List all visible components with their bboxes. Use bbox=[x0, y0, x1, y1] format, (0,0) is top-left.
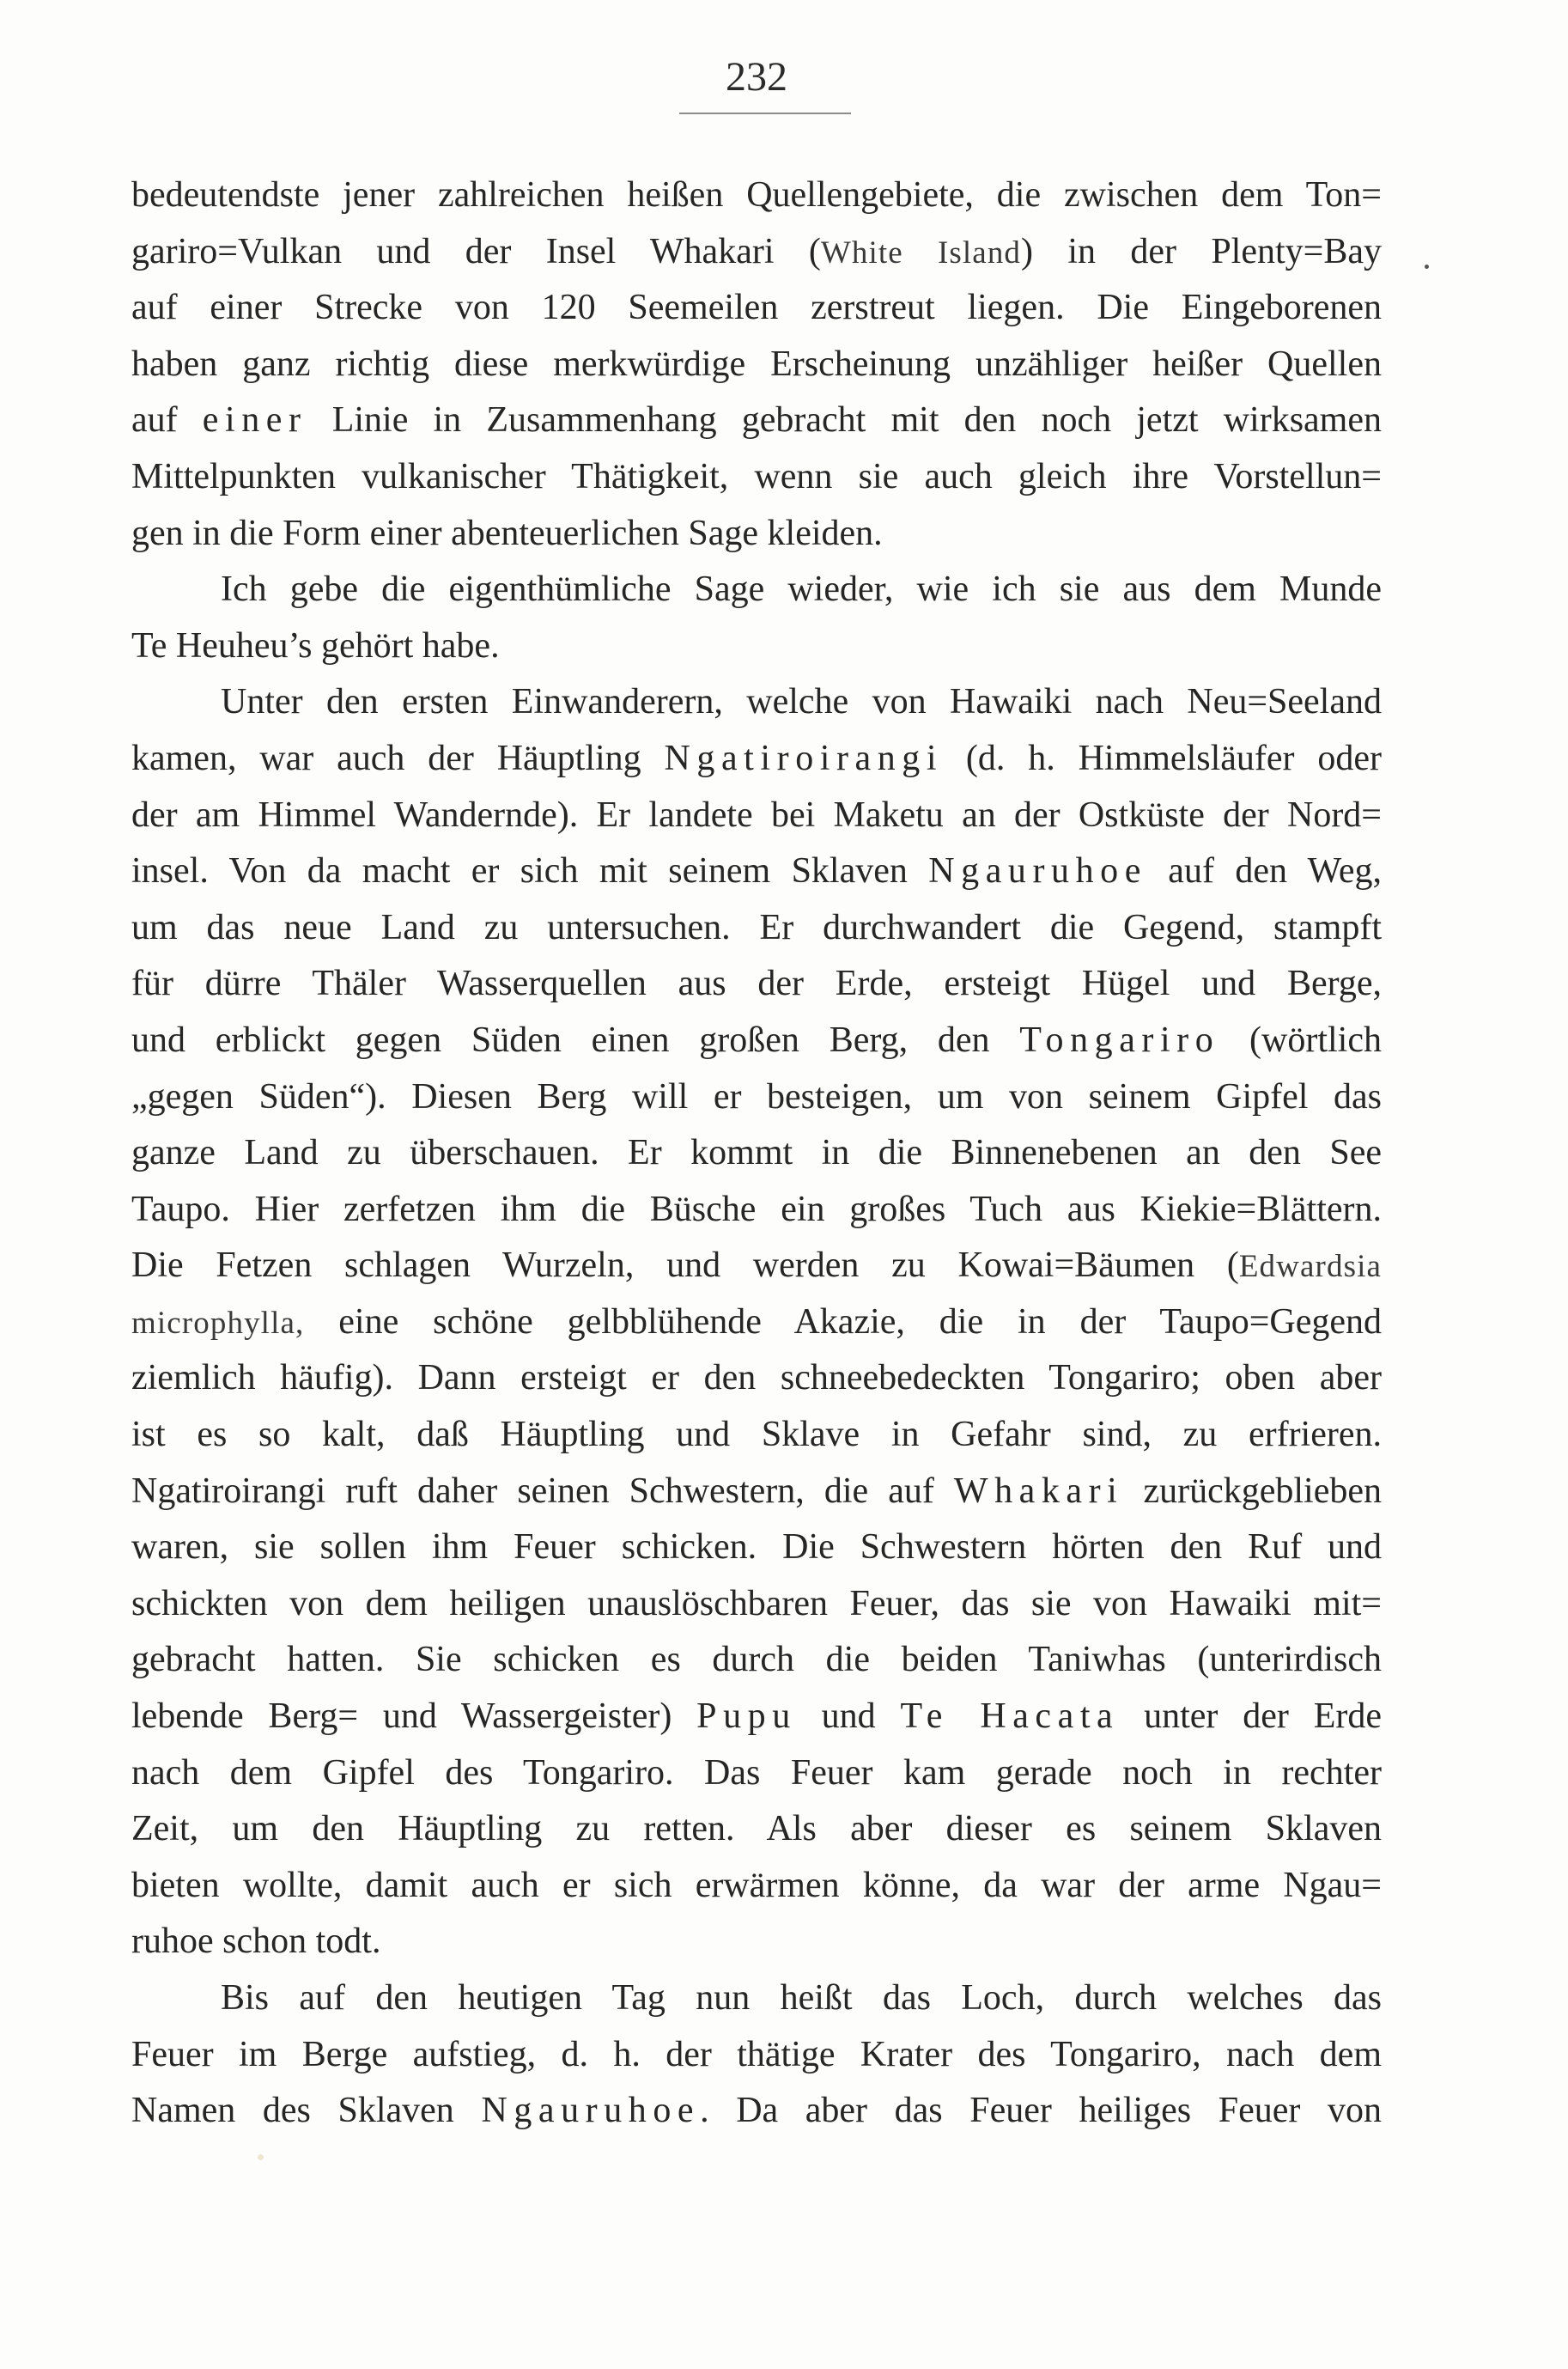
text-segment: gen in die Form einer abenteuerlichen Sage kleiden. bbox=[131, 513, 883, 553]
text-segment: Linie in Zusammenhang gebracht mit den noch jetzt wirksamen bbox=[307, 400, 1382, 441]
text-line bbox=[131, 843, 1382, 900]
text-line bbox=[131, 1519, 1382, 1576]
text-segment: insel. Von da macht er sich mit seinem Sklaven bbox=[131, 851, 929, 892]
text-line bbox=[131, 900, 1382, 957]
spaced-emphasis: einer bbox=[202, 400, 307, 441]
text-segment: der am Himmel Wandernde). Er landete bei Maketu an der Ostküste der Nord= bbox=[131, 795, 1382, 835]
paragraph bbox=[131, 167, 1382, 562]
text-line bbox=[131, 1689, 1382, 1745]
text-line bbox=[131, 1970, 1382, 2027]
antiqua-term: Edwardsia bbox=[1238, 1249, 1382, 1285]
text-segment: lebende Berg= und Wassergeister) bbox=[131, 1696, 697, 1737]
text-line bbox=[131, 224, 1382, 281]
text-segment: waren, sie sollen ihm Feuer schicken. Die Schwestern hörten den Ruf und bbox=[131, 1527, 1382, 1568]
text-segment: Bis auf den heutigen Tag nun heißt das Loch, durch welches das bbox=[221, 1978, 1382, 2018]
text-segment: Die Fetzen schlagen Wurzeln, und werden zu Kowai=Bäumen ( bbox=[131, 1245, 1239, 1286]
text-segment: ganze Land zu überschauen. Er kommt in die Binnenebenen an den See bbox=[131, 1133, 1382, 1173]
text-line bbox=[131, 1350, 1382, 1407]
text-line bbox=[131, 393, 1382, 449]
text-line bbox=[131, 1013, 1382, 1069]
text-segment: ) in der Plenty=Bay bbox=[1021, 231, 1382, 271]
text-line bbox=[131, 674, 1382, 731]
scan-speck bbox=[1425, 265, 1429, 269]
text-line bbox=[131, 1914, 1382, 1970]
text-line bbox=[131, 731, 1382, 788]
text-segment: Taupo. Hier zerfetzen ihm die Büsche ein großes Tuch aus Kiekie=Blättern. bbox=[131, 1189, 1382, 1229]
text-segment: schickten von dem heiligen unauslöschbaren Feuer, das sie von Hawaiki mit= bbox=[131, 1583, 1382, 1623]
text-segment: gebracht hatten. Sie schicken es durch die beiden Taniwhas (unterirdisch bbox=[131, 1640, 1382, 1680]
text-segment: für dürre Thäler Wasserquellen aus der Erde, ersteigt Hügel und Berge, bbox=[131, 964, 1382, 1004]
text-segment: Namen des Sklaven bbox=[131, 2091, 482, 2131]
text-line bbox=[131, 1632, 1382, 1689]
text-segment: auf einer Strecke von 120 Seemeilen zerstreut liegen. Die Eingeborenen bbox=[131, 288, 1382, 328]
antiqua-term: White Island bbox=[820, 234, 1022, 271]
scan-speck bbox=[258, 2154, 264, 2160]
text-segment: bedeutendste jener zahlreichen heißen Quellengebiete, die zwischen dem Ton= bbox=[131, 175, 1382, 215]
text-segment: ruhoe schon todt. bbox=[131, 1921, 381, 1962]
text-line bbox=[131, 2027, 1382, 2084]
text-segment: Ich gebe die eigenthümliche Sage wieder, wie ich sie aus dem Munde bbox=[221, 569, 1382, 610]
spaced-name: Ngauruhoe bbox=[928, 851, 1147, 892]
spaced-name: Pupu bbox=[696, 1696, 797, 1737]
text-line bbox=[131, 1294, 1382, 1351]
text-line bbox=[131, 449, 1382, 506]
text-segment: eine schöne gelbblühende Akazie, die in der Taupo=Gegend bbox=[304, 1301, 1382, 1342]
text-line bbox=[131, 1464, 1382, 1520]
text-segment: auf den Weg, bbox=[1146, 851, 1383, 892]
text-line bbox=[131, 337, 1382, 393]
text-line bbox=[131, 2083, 1382, 2140]
paragraph bbox=[131, 562, 1382, 674]
text-segment: und bbox=[796, 1696, 901, 1737]
text-segment: gariro=Vulkan und der Insel Whakari ( bbox=[131, 231, 821, 271]
body-text bbox=[131, 167, 1382, 2140]
text-segment: auf bbox=[131, 400, 203, 441]
text-line bbox=[131, 788, 1382, 844]
text-line bbox=[131, 1801, 1382, 1858]
spaced-name: Ngauruhoe bbox=[481, 2091, 701, 2131]
text-segment: (d. h. Himmelsläufer oder bbox=[943, 738, 1382, 778]
text-segment: „gegen Süden“). Diesen Berg will er besteigen, um von seinem Gipfel das bbox=[131, 1076, 1382, 1117]
antiqua-term: microphylla, bbox=[131, 1305, 305, 1341]
page-number: 232 bbox=[726, 54, 787, 100]
text-segment: Mittelpunkten vulkanischer Thätigkeit, wenn sie auch gleich ihre Vorstellun= bbox=[131, 456, 1382, 496]
text-segment: zurückgeblieben bbox=[1123, 1471, 1382, 1511]
text-line bbox=[131, 506, 1382, 563]
text-segment: ist es so kalt, daß Häuptling und Sklave in Gefahr sind, zu erfrieren. bbox=[131, 1415, 1382, 1455]
paragraph bbox=[131, 1970, 1382, 2140]
text-segment: Zeit, um den Häuptling zu retten. Als aber dieser es seinem Sklaven bbox=[131, 1809, 1382, 1849]
text-line bbox=[131, 618, 1382, 675]
text-segment: Ngatiroirangi ruft daher seinen Schwestern, die auf bbox=[131, 1471, 954, 1511]
spaced-name: Te Hacata bbox=[900, 1696, 1120, 1737]
spaced-name: Ngatiroirangi bbox=[664, 738, 944, 778]
text-segment: Te Heuheu’s gehört habe. bbox=[131, 625, 500, 666]
text-segment: (wörtlich bbox=[1219, 1020, 1382, 1060]
text-line bbox=[131, 1576, 1382, 1633]
text-line bbox=[131, 1125, 1382, 1182]
paragraph bbox=[131, 674, 1382, 1970]
text-line bbox=[131, 1745, 1382, 1802]
text-segment: unter der Erde bbox=[1119, 1696, 1382, 1737]
text-line bbox=[131, 956, 1382, 1013]
text-line bbox=[131, 1182, 1382, 1239]
spaced-name: Whakari bbox=[953, 1471, 1124, 1511]
text-segment: und erblickt gegen Süden einen großen Berg, den bbox=[131, 1020, 1020, 1060]
text-segment: haben ganz richtig diese merkwürdige Erscheinung unzähliger heißer Quellen bbox=[131, 344, 1382, 384]
header-rule bbox=[679, 113, 851, 114]
text-line bbox=[131, 167, 1382, 224]
text-line bbox=[131, 280, 1382, 337]
spaced-name: Tongariro bbox=[1019, 1020, 1220, 1060]
text-line bbox=[131, 562, 1382, 618]
text-segment: bieten wollte, damit auch er sich erwärmen könne, da war der arme Ngau= bbox=[131, 1865, 1382, 1905]
text-line bbox=[131, 1238, 1382, 1294]
text-segment: kamen, war auch der Häuptling bbox=[131, 738, 665, 778]
text-line bbox=[131, 1069, 1382, 1126]
text-line bbox=[131, 1407, 1382, 1464]
text-segment: Feuer im Berge aufstieg, d. h. der thätige Krater des Tongariro, nach dem bbox=[131, 2034, 1382, 2074]
text-segment: . Da aber das Feuer heiliges Feuer von bbox=[700, 2091, 1382, 2131]
text-line bbox=[131, 1858, 1382, 1915]
text-segment: Unter den ersten Einwanderern, welche von Hawaiki nach Neu=Seeland bbox=[221, 682, 1382, 722]
text-segment: ziemlich häufig). Dann ersteigt er den schneebedeckten Tongariro; oben aber bbox=[131, 1358, 1382, 1398]
text-segment: um das neue Land zu untersuchen. Er durchwandert die Gegend, stampft bbox=[131, 907, 1382, 947]
text-segment: nach dem Gipfel des Tongariro. Das Feuer kam gerade noch in rechter bbox=[131, 1752, 1382, 1793]
